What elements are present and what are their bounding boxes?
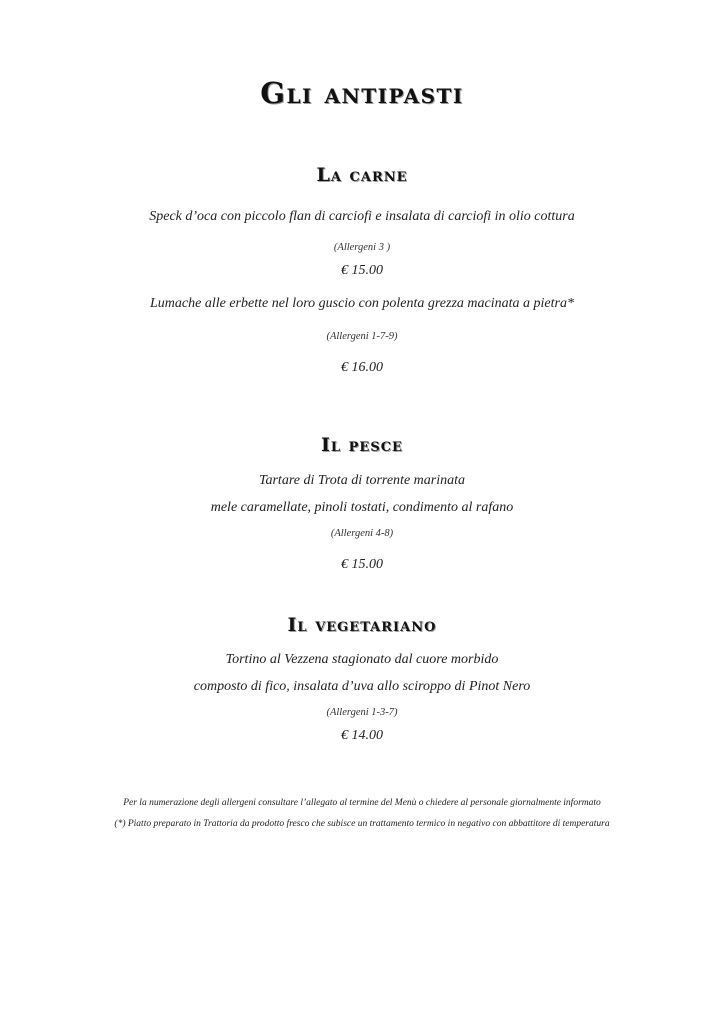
dish-description: Speck d’oca con piccolo flan di carciofi e insalata di carciofi in olio cottura bbox=[149, 209, 575, 224]
dish-description: Tortino al Vezzena stagionato dal cuore morbido bbox=[225, 652, 499, 667]
dish-price: € 15.00 bbox=[341, 263, 383, 278]
section-title-pesce: Il pesce bbox=[321, 434, 403, 456]
dish-description: composto di fico, insalata d’uva allo sciroppo di Pinot Nero bbox=[193, 679, 531, 694]
dish-description: Lumache alle erbette nel loro guscio con polenta grezza macinata a pietra* bbox=[150, 296, 574, 311]
dish-description: Tartare di Trota di torrente marinata bbox=[258, 473, 465, 488]
dish-allergens: (Allergeni 1-3-7) bbox=[326, 707, 398, 718]
section-title-carne: La carne bbox=[316, 164, 408, 186]
allergen-footnote: Per la numerazione degli allergeni consultare l’allegato al termine del Menù o chiedere al personale giornalmente informato bbox=[123, 798, 601, 808]
dish-allergens: (Allergeni 4-8) bbox=[330, 528, 394, 539]
dish-price: € 16.00 bbox=[341, 360, 383, 375]
fresh-product-footnote: (*) Piatto preparato in Trattoria da prodotto fresco che subisce un trattamento termico in negativo con abbattitore di temperatura bbox=[114, 819, 610, 829]
dish-description: mele caramellate, pinoli tostati, condimento al rafano bbox=[210, 500, 514, 515]
page-title: Gli antipasti bbox=[260, 76, 464, 110]
dish-allergens: (Allergeni 3 ) bbox=[333, 242, 391, 253]
dish-allergens: (Allergeni 1-7-9) bbox=[326, 331, 398, 342]
section-title-vegetariano: Il vegetariano bbox=[287, 614, 437, 636]
dish-price: € 15.00 bbox=[341, 557, 383, 572]
dish-price: € 14.00 bbox=[341, 728, 383, 743]
